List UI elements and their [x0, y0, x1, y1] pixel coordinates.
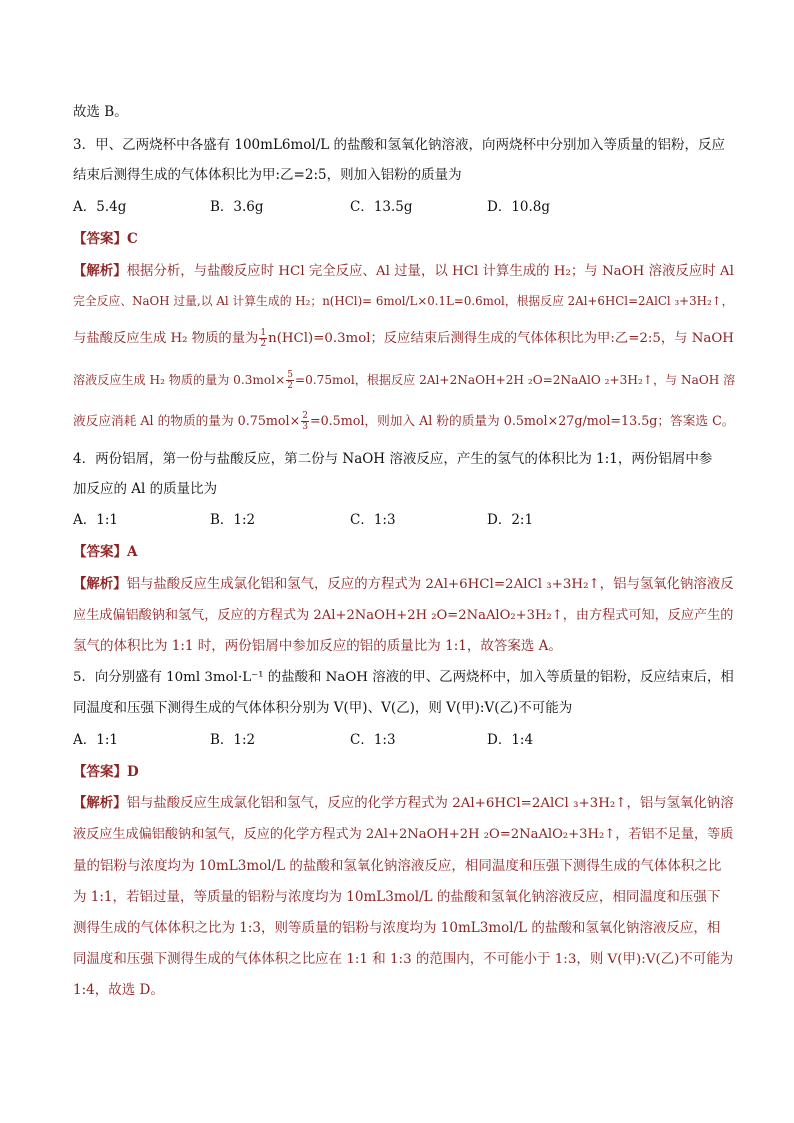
q4-explanation-tag: 【解析】	[73, 576, 127, 592]
q5-explanation-line-2: 液反应生成偏铝酸钠和氢气，反应的化学方程式为 2Al+2NaOH+2H ₂O=2NaAlO₂+3H₂↑，若铝不足量，等质	[73, 827, 734, 842]
q3-explanation-text-4a: 溶液反应生成 H₂ 物质的量为 0.3mol×	[73, 373, 286, 387]
q5-stem-line-2: 同温度和压强下测得生成的气体体积分别为 V(甲)、V(乙)，则 V(甲):V(乙)不可能为	[73, 700, 573, 716]
q3-explanation-text-3b: n(HCl)=0.3mol；反应结束后测得生成的气体体积比为甲:乙=2:5，与 NaOH	[268, 331, 734, 346]
q4-option-c: C．1:3	[350, 512, 396, 528]
q4-stem-line-2: 加反应的 Al 的质量比为	[73, 481, 218, 497]
q3-explanation-text-3a: 与盐酸反应生成 H₂ 物质的量为	[73, 331, 259, 346]
q5-explanation-text-1: 铝与盐酸反应生成氯化铝和氢气，反应的化学方程式为 2Al+6HCl=2AlCl ₃+3H₂↑，铝与氢氧化钠溶	[126, 796, 734, 811]
q3-option-c: C．13.5g	[350, 199, 413, 215]
q4-options	[73, 514, 533, 528]
q5-option-b: B．1:2	[210, 732, 256, 748]
q4-option-b: B．1:2	[210, 512, 256, 528]
q4-explanation-line-2: 应生成偏铝酸钠和氢气，反应的方程式为 2Al+2NaOH+2H ₂O=2NaAlO₂+3H₂↑，由方程式可知，反应产生的	[73, 608, 734, 623]
q5-explanation-line-5: 测得生成的气体体积之比为 1:3，则等质量的铝粉与浓度均为 10mL3mol/L 的盐酸和氢氧化钠溶液反应，相	[73, 920, 721, 936]
q4-option-a: A．1:1	[73, 512, 118, 528]
q5-options	[73, 734, 533, 748]
q5-option-a: A．1:1	[73, 732, 118, 748]
q3-explanation-line-3	[73, 328, 734, 349]
q3-answer: 【答案】C	[73, 231, 138, 247]
q3-option-a: A．5.4g	[73, 199, 127, 215]
q4-explanation-text-1: 铝与盐酸反应生成氯化铝和氢气，反应的方程式为 2Al+6HCl=2AlCl ₃+3H₂↑，铝与氢氧化钠溶液反	[126, 577, 734, 592]
q3-explanation-line-1	[73, 265, 734, 278]
q5-stem-line-1: 5．向分别盛有 10ml 3mol·L⁻¹ 的盐酸和 NaOH 溶液的甲、乙两烧杯中，加入等质量的铝粉，反应结束后，相	[73, 670, 734, 685]
q5-explanation-line-4: 为 1:1，若铝过量，等质量的铝粉与浓度均为 10mL3mol/L 的盐酸和氢氧化钠溶液反应，相同温度和压强下	[73, 889, 721, 905]
q4-option-d: D．2:1	[487, 512, 534, 528]
fraction-5-2: $\frac{5}{2}$	[287, 370, 293, 391]
q4-explanation-line-3: 氢气的体积比为 1:1 时，两份铝屑中参加反应的铝的质量比为 1:1，故答案选 A。	[73, 638, 562, 654]
q5-explanation-line-6: 同温度和压强下测得生成的气体体积之比应在 1:1 和 1:3 的范围内，不可能小于 1:3，则 V(甲):V(乙)不可能为	[73, 952, 734, 967]
q3-explanation-line-2: 完全反应、NaOH 过量,以 Al 计算生成的 H₂；n(HCl)= 6mol/L×0.1L=0.6mol，根据反应 2Al+6HCl=2AlCl ₃+3H₂↑，	[73, 294, 734, 308]
q4-stem-line-1: 4．两份铝屑，第一份与盐酸反应，第二份与 NaOH 溶液反应，产生的氢气的体积比为 1:1，两份铝屑中参	[73, 451, 713, 467]
q3-explanation-text-1: 根据分析，与盐酸反应时 HCl 完全反应、Al 过量，以 HCl 计算生成的 H₂；与 NaOH 溶液反应时 Al	[126, 264, 734, 279]
q3-option-b: B．3.6g	[210, 199, 264, 215]
q3-explanation-line-5	[73, 411, 734, 432]
q3-explanation-text-5b: =0.5mol，则加入 Al 粉的质量为 0.5mol×27g/mol=13.5g；答案选 C。	[309, 413, 735, 428]
intro-line: 故选 B。	[73, 104, 128, 120]
q4-answer: 【答案】A	[73, 544, 138, 560]
fraction-1-2: $\frac{1}{2}$	[260, 328, 267, 349]
q5-explanation-line-7: 1:4，故选 D。	[73, 982, 164, 998]
q5-explanation-line-1	[73, 797, 734, 810]
q3-stem-line-1: 3．甲、乙两烧杯中各盛有 100mL6mol/L 的盐酸和氢氧化钠溶液，向两烧杯中分别加入等质量的铝粉，反应	[73, 137, 726, 153]
q3-stem-line-2: 结束后测得生成的气体体积比为甲:乙=2:5，则加入铝粉的质量为	[73, 167, 462, 183]
q3-explanation-line-4	[73, 370, 735, 391]
q3-explanation-text-4b: =0.75mol，根据反应 2Al+2NaOH+2H ₂O=2NaAlO ₂+3H₂↑，与 NaOH 溶	[294, 373, 736, 387]
q3-explanation-text-5a: 液反应消耗 Al 的物质的量为 0.75mol×	[73, 413, 301, 428]
fraction-2-3: $\frac{2}{3}$	[302, 411, 308, 432]
q3-explanation-tag: 【解析】	[73, 263, 127, 279]
q5-option-d: D．1:4	[487, 732, 534, 748]
q5-explanation-line-3: 量的铝粉与浓度均为 10mL3mol/L 的盐酸和氢氧化钠溶液反应，相同温度和压强下测得生成的气体体积之比	[73, 858, 722, 874]
q3-options	[73, 201, 550, 215]
q5-answer: 【答案】D	[73, 764, 139, 780]
q5-explanation-tag: 【解析】	[73, 795, 127, 811]
q5-option-c: C．1:3	[350, 732, 396, 748]
q4-explanation-line-1	[73, 578, 734, 591]
q3-option-d: D．10.8g	[487, 199, 551, 215]
